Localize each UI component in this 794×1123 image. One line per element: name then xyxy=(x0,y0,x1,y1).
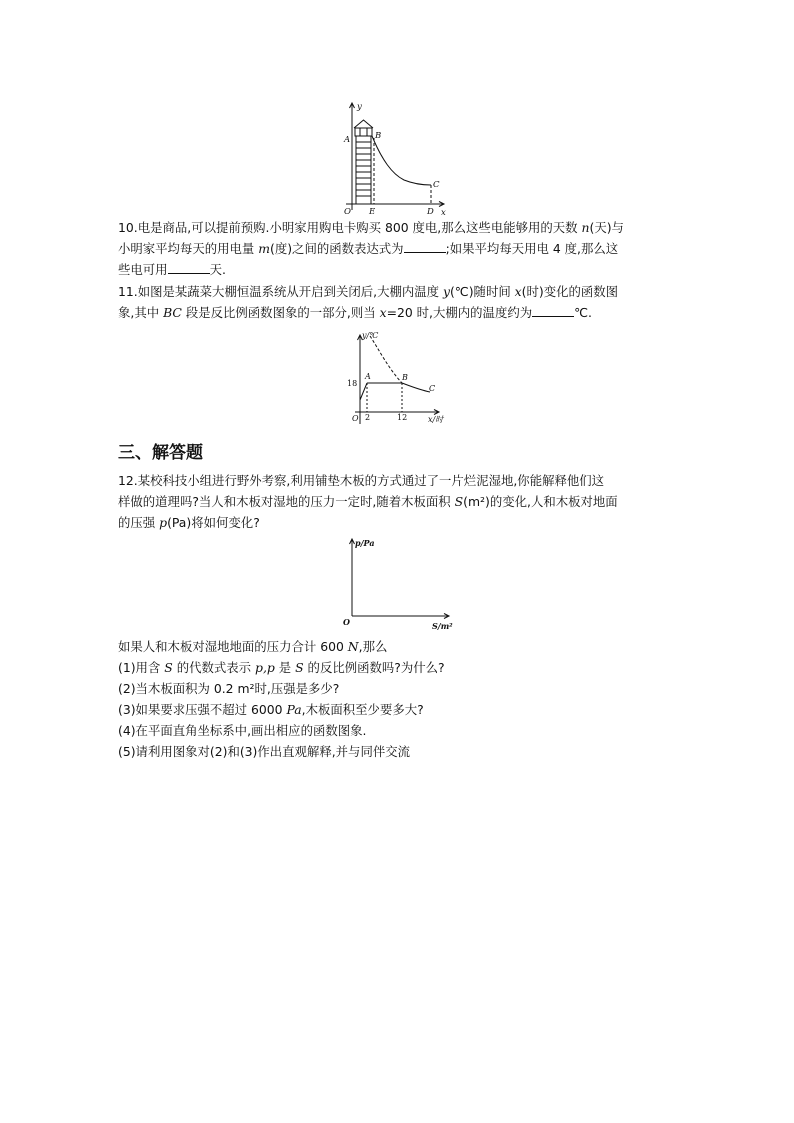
ladder-curve-figure xyxy=(330,98,450,220)
q10-text: 些电可用 xyxy=(118,262,168,277)
q12-part3 xyxy=(118,700,424,720)
point-B: B xyxy=(402,373,408,382)
var-p: p xyxy=(159,515,168,530)
q11-text: 段是反比例函数图象的一部分,则当 xyxy=(181,305,380,320)
q12-text: ,木板面积至少要多大? xyxy=(301,702,424,717)
var-m: m xyxy=(258,241,270,256)
q11-text: =20 时,大棚内的温度约为 xyxy=(386,305,533,320)
label-B: B xyxy=(375,131,382,141)
q11-text: 11.如图是某蔬菜大棚恒温系统从开启到关闭后,大棚内温度 xyxy=(118,284,443,299)
q12-line2 xyxy=(118,492,618,512)
var-p: p,p xyxy=(255,660,275,675)
q12-text: 的反比例函数吗?为什么? xyxy=(303,660,445,675)
var-S: S xyxy=(295,660,304,675)
var-N: N xyxy=(347,639,359,654)
q12-part1 xyxy=(118,658,445,678)
var-S: S xyxy=(454,494,464,509)
label-D: D xyxy=(427,207,434,217)
tick-2: 2 xyxy=(365,413,371,422)
y-axis-label: y/℃ xyxy=(362,331,379,340)
q10-text: 10.电是商品,可以提前预购.小明家用购电卡购买 800 度电,那么这些电能够用的天数 xyxy=(118,220,582,235)
curve-BC xyxy=(402,383,430,392)
q12-line3 xyxy=(118,513,260,533)
q11-text: ℃. xyxy=(574,305,592,320)
point-C: C xyxy=(429,384,436,393)
var-x: x xyxy=(379,305,387,320)
label-origin: O xyxy=(344,207,351,217)
q12-text: 是 xyxy=(274,660,296,675)
pressure-area-axes xyxy=(340,536,460,636)
answer-blank[interactable] xyxy=(404,240,446,253)
var-x: x xyxy=(514,284,522,299)
q11-line2 xyxy=(118,303,592,323)
label-A: A xyxy=(344,135,351,145)
curve-dashed-extension xyxy=(370,336,402,383)
label-y: y xyxy=(357,102,362,112)
q12-text: 样做的道理吗?当人和木板对湿地的压力一定时,随着木板面积 xyxy=(118,494,455,509)
var-y: y xyxy=(442,284,450,299)
q10-line3 xyxy=(118,260,226,280)
q12-text: (m²)的变化,人和木板对地面 xyxy=(463,494,618,509)
var-BC: BC xyxy=(163,305,182,320)
q10-text: 小明家平均每天的用电量 xyxy=(118,241,259,256)
q10-text: (度)之间的函数表达式为 xyxy=(270,241,404,256)
q10-text: (天)与 xyxy=(589,220,624,235)
q11-text: (℃)随时间 xyxy=(449,284,515,299)
q12-text: 的代数式表示 xyxy=(172,660,256,675)
q12-part5: (5)请利用图象对(2)和(3)作出直观解释,并与同伴交流 xyxy=(118,744,411,759)
q12-part2: (2)当木板面积为 0.2 m²时,压强是多少? xyxy=(118,681,340,696)
point-A: A xyxy=(365,372,371,381)
q10-text: 天. xyxy=(209,262,226,277)
q12-text: (1)用含 xyxy=(118,660,165,675)
q11-line1 xyxy=(118,282,618,302)
temperature-graph xyxy=(340,328,450,428)
origin-label: O xyxy=(343,617,350,627)
q11-text: 象,其中 xyxy=(118,305,164,320)
q12-text: (3)如果要求压强不超过 6000 xyxy=(118,702,287,717)
var-Pa: Pa xyxy=(286,702,302,717)
var-n: n xyxy=(581,220,590,235)
answer-blank[interactable] xyxy=(532,304,574,317)
segment-OA xyxy=(360,383,367,400)
q12-text: 的压强 xyxy=(118,515,160,530)
q12-text: 如果人和木板对湿地地面的压力合计 600 xyxy=(118,639,348,654)
var-S: S xyxy=(164,660,173,675)
q10-line1 xyxy=(118,218,624,238)
q12-line1: 12.某校科技小组进行野外考察,利用铺垫木板的方式通过了一片烂泥湿地,你能解释他们这 xyxy=(118,473,605,488)
q12-part4: (4)在平面直角坐标系中,画出相应的函数图象. xyxy=(118,723,367,738)
q11-text: (时)变化的函数图 xyxy=(521,284,619,299)
s-axis-label: S/m² xyxy=(432,621,453,631)
tick-18: 18 xyxy=(347,379,358,388)
q10-text: ;如果平均每天用电 4 度,那么这 xyxy=(445,241,619,256)
section-heading: 三、解答题 xyxy=(118,443,203,463)
q12-text: ,那么 xyxy=(358,639,388,654)
p-axis-label: p/Pa xyxy=(355,538,375,548)
tower-roof xyxy=(354,120,373,128)
curve-BC xyxy=(372,136,431,185)
label-E: E xyxy=(369,207,376,217)
tick-12: 12 xyxy=(397,413,408,422)
origin-label: O xyxy=(352,414,359,423)
x-axis-label: x/时 xyxy=(428,415,444,424)
label-C: C xyxy=(433,180,440,190)
ladder-rungs xyxy=(356,142,371,196)
label-x: x xyxy=(441,208,446,218)
q12-text: (Pa)将如何变化? xyxy=(167,515,260,530)
q10-line2 xyxy=(118,239,618,259)
answer-blank[interactable] xyxy=(168,261,210,274)
tower-platform xyxy=(355,128,372,136)
q12-intro xyxy=(118,637,387,657)
